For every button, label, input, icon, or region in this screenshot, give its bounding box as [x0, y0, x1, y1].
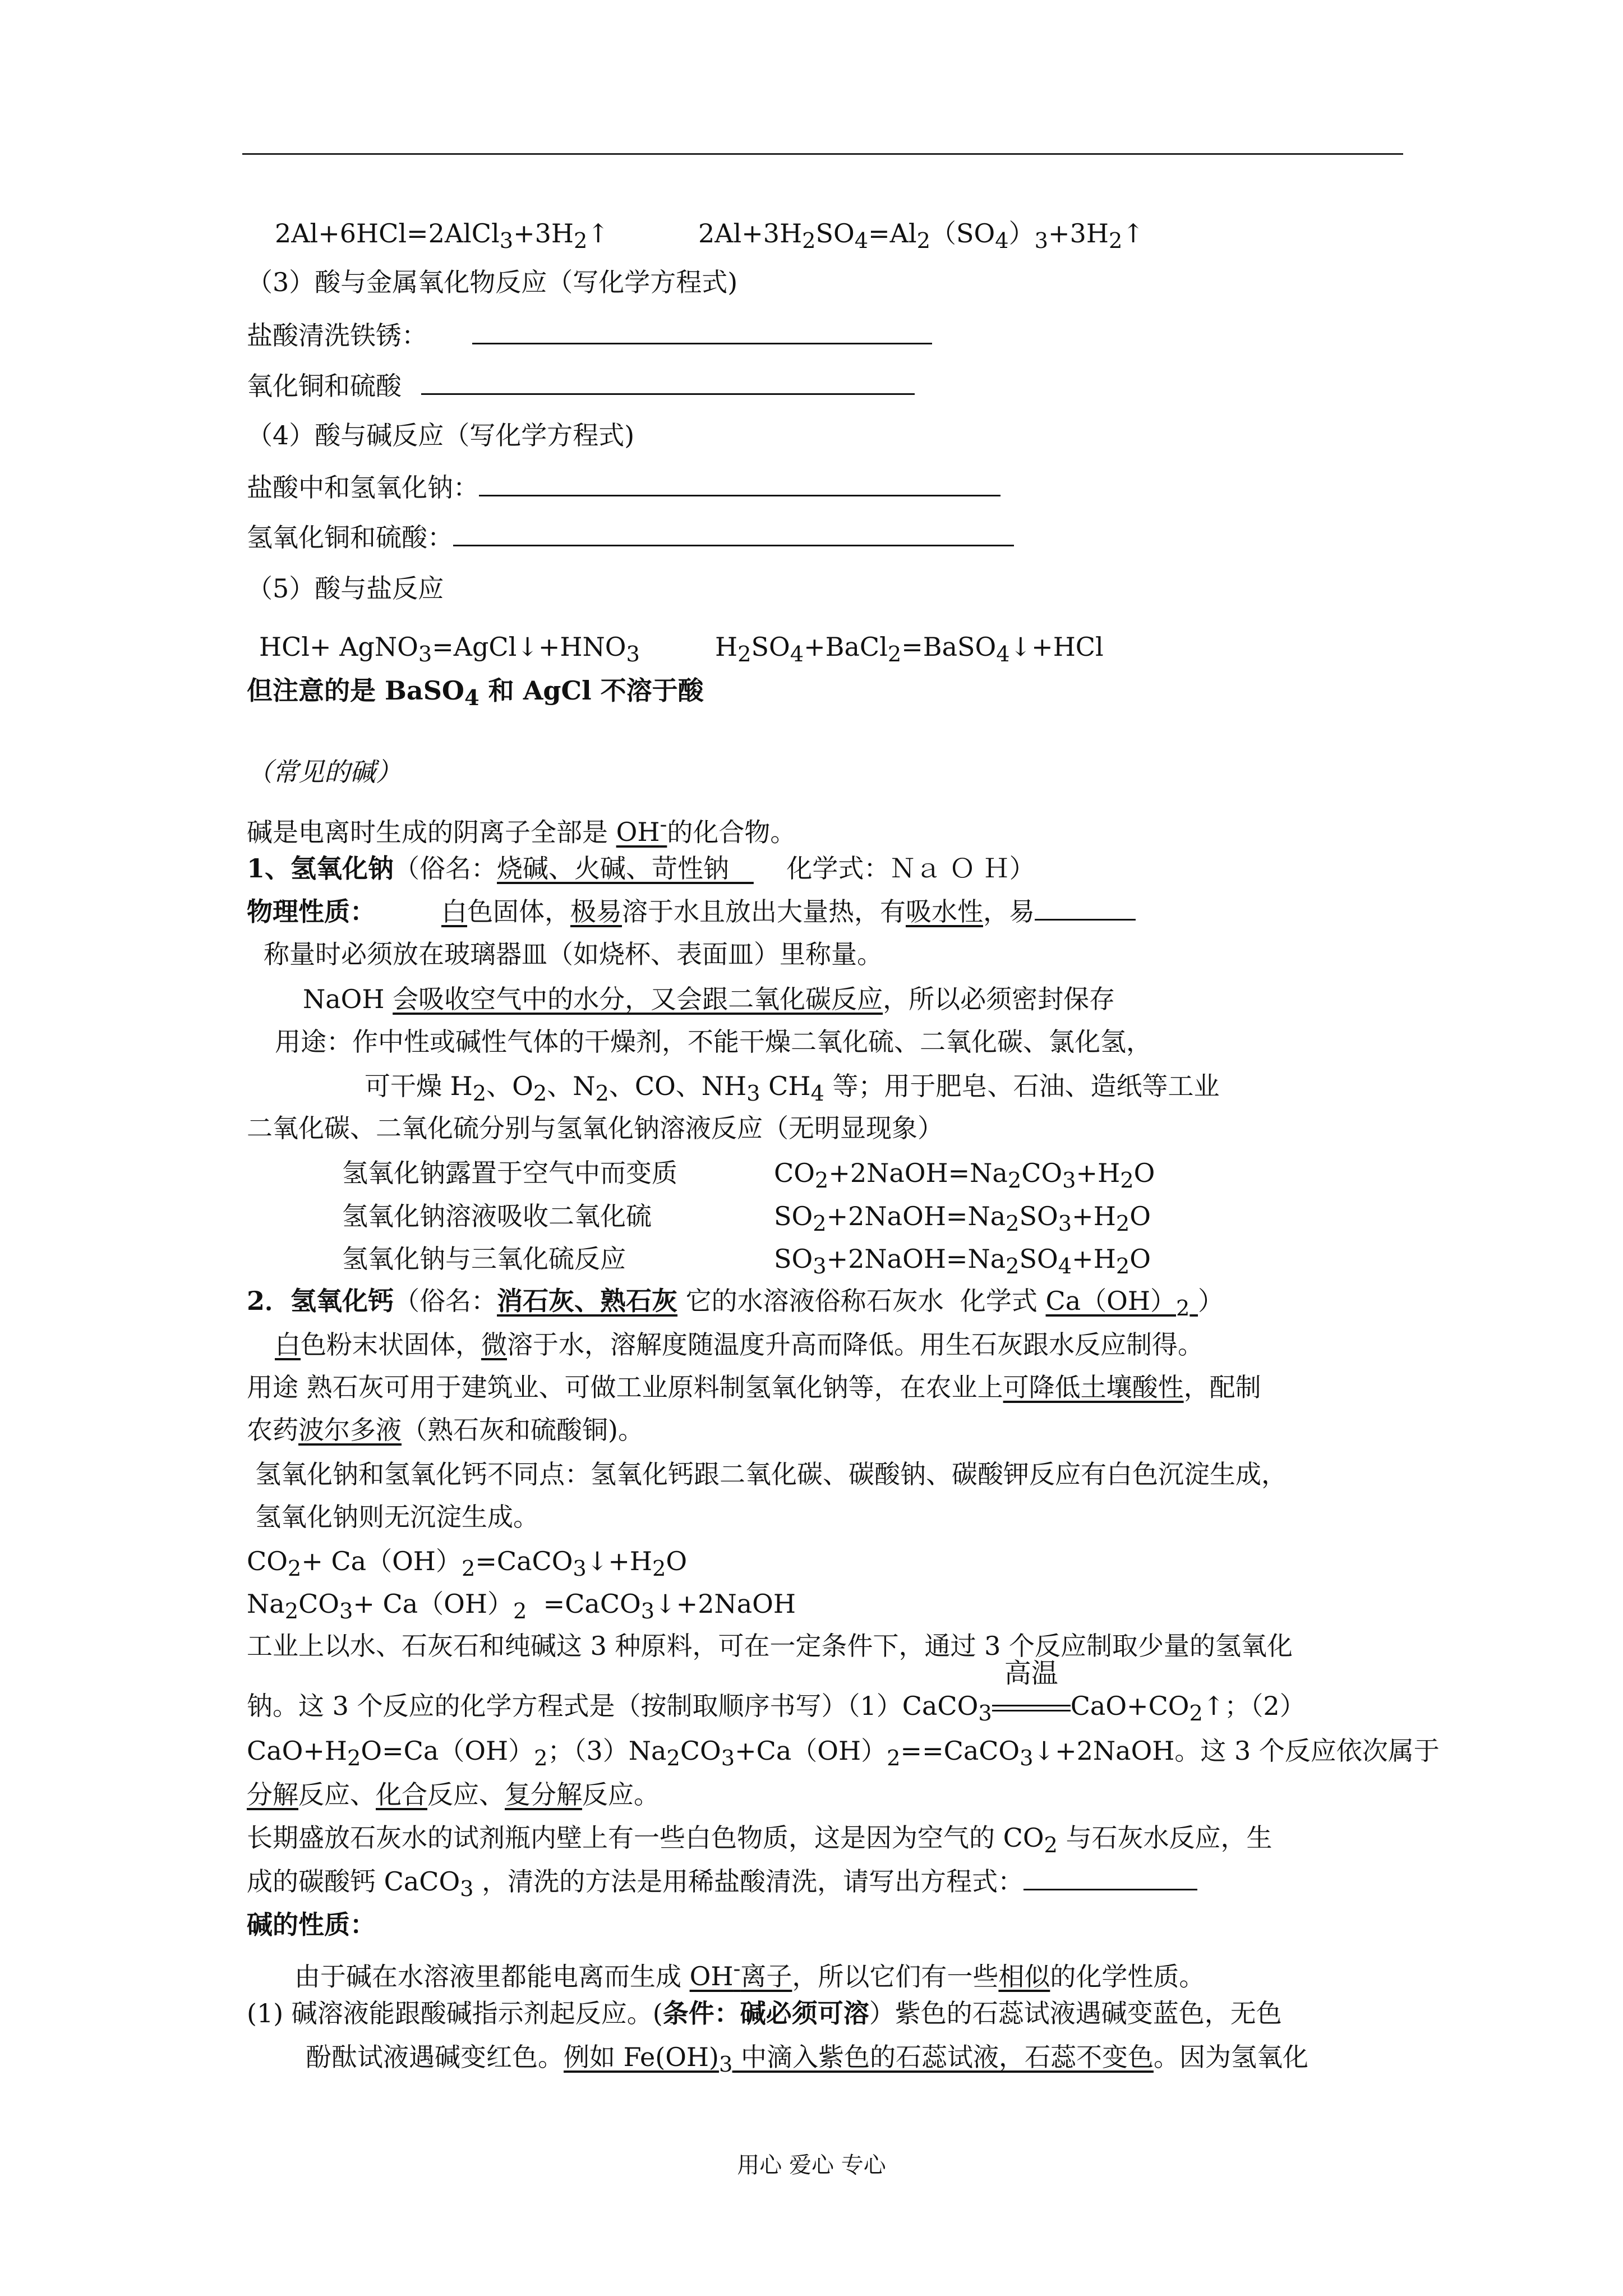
- text-line: $CO_2+$ $Ca(OH)_2=CaCO_3↓+H_2O$: [247, 1546, 688, 1582]
- text-line: （5）酸与盐反应: [247, 573, 444, 604]
- text-line: 二氧化碳、二氧化硫分别与氢氧化钠溶液反应（无明显现象）: [247, 1113, 943, 1143]
- page-footer: 用心 爱心 专心: [737, 2152, 886, 2178]
- text-line: NaOH 会吸收空气中的水分，又会跟二氧化碳反应，所以必须密封保存: [303, 984, 1115, 1014]
- text-line: 氢氧化铜和硫酸：: [247, 520, 1014, 555]
- text-line: 氧化铜和硫酸: [247, 369, 915, 403]
- text-line: $CO_2+2NaOH=Na_2CO_3+H_2O$: [774, 1158, 1155, 1194]
- text-line: 氢氧化钠与三氧化硫反应: [342, 1244, 626, 1274]
- text-line: 酚酞试液遇碱变红色。例如 $Fe(OH)_3$ 中滴入紫色的石蕊试液，石蕊不变色。因为氢氧化: [306, 2042, 1308, 2078]
- text-line: 1、氢氧化钠（俗名：烧碱、火碱、苛性钠 化学式：Ｎａ Ｏ Ｈ）: [247, 853, 1035, 884]
- text-line: 白色粉末状固体，微溶于水，溶解度随温度升高而降低。用生石灰跟水反应制得。: [275, 1329, 1204, 1360]
- text-line: 用途：作中性或碱性气体的干燥剂，不能干燥二氧化硫、二氧化碳、氯化氢，: [275, 1027, 1152, 1057]
- text-line: 物理性质： 白色固体，极易溶于水且放出大量热，有吸水性，易: [247, 894, 1136, 929]
- text-line: $2Al+3H_2SO_4=Al_2(SO_4)_3+3H_2↑$: [698, 218, 1144, 254]
- text-line: 氢氧化钠露置于空气中而变质: [342, 1158, 677, 1188]
- text-line: 氢氧化钠和氢氧化钙不同点：氢氧化钙跟二氧化碳、碳酸钠、碳酸钾反应有白色沉淀生成，: [255, 1459, 1287, 1489]
- text-line: 分解反应、化合反应、复分解反应。: [247, 1779, 660, 1810]
- text-line: （4）酸与碱反应（写化学方程式): [247, 420, 635, 450]
- text-line: 工业上以水、石灰石和纯碱这 3 种原料，可在一定条件下，通过 3 个反应制取少量的氢氧化: [247, 1631, 1293, 1661]
- text-line: （3）酸与金属氧化物反应（写化学方程式): [247, 267, 738, 297]
- text-line: 但注意的是 BaSO$_4$ 和 AgCl 不溶于酸: [247, 675, 704, 711]
- text-line: 可干燥 $H_2$、$O_2$、$N_2$、CO、$NH_3$ $CH_4$ 等；用于肥皂、石油、造纸等工业: [365, 1071, 1220, 1107]
- text-line: 碱的性质：: [247, 1910, 376, 1940]
- text-line: $SO_2+2NaOH=Na_2SO_3+H_2O$: [774, 1201, 1151, 1237]
- text-line: 氢氧化钠则无沉淀生成。: [255, 1502, 539, 1532]
- text-line: $SO_3+2NaOH=Na_2SO_4+H_2O$: [774, 1244, 1151, 1280]
- text-line: (1) 碱溶液能跟酸碱指示剂起反应。(条件：碱必须可溶）紫色的石蕊试液遇碱变蓝色，无色: [247, 1998, 1282, 2028]
- text-line: 碱是电离时生成的阴离子全部是 OH-的化合物。: [247, 812, 796, 848]
- text-line: $H_2SO_4+BaCl_2=BaSO_4↓+HCl$: [715, 632, 1104, 668]
- text-line: 盐酸中和氢氧化钠：: [247, 470, 1000, 505]
- text-line: 用途 熟石灰可用于建筑业、可做工业原料制氢氧化钠等，在农业上可降低土壤酸性，配制: [247, 1372, 1261, 1402]
- text-line: 由于碱在水溶液里都能电离而生成 OH-离子，所以它们有一些相似的化学性质。: [294, 1957, 1205, 1992]
- header-rule: [242, 153, 1403, 155]
- text-line: 长期盛放石灰水的试剂瓶内壁上有一些白色物质，这是因为空气的 $CO_2$ 与石灰水反应，生: [247, 1823, 1272, 1858]
- text-line: $CaO+H_2O=Ca(OH)_2$；$(3)Na_2CO_3+Ca(OH)_2==CaCO_3↓+2NaOH$。这 3 个反应依次属于: [247, 1736, 1440, 1772]
- text-line: （常见的碱）: [247, 757, 402, 787]
- text-line: 氢氧化钠溶液吸收二氧化硫: [342, 1201, 652, 1231]
- text-line: 称量时必须放在玻璃器皿（如烧杯、表面皿）里称量。: [264, 939, 883, 969]
- text-line: 农药波尔多液（熟石灰和硫酸铜)。: [247, 1415, 644, 1445]
- text-line: 2．氢氧化钙（俗名：消石灰、熟石灰 它的水溶液俗称石灰水 化学式 $Ca(OH)_2$ ）: [247, 1286, 1224, 1322]
- text-line: $2Al+6HCl=2AlCl_3+3H_2↑$: [275, 218, 609, 254]
- text-line: 钠。这 3 个反应的化学方程式是（按制取顺序书写）（1）CaCO$_3$ 高温 $CaO+CO_2↑$；（2）: [247, 1658, 1306, 1727]
- text-line: 成的碳酸钙 CaCO$_3$ ，清洗的方法是用稀盐酸清洗，请写出方程式：: [247, 1864, 1197, 1907]
- text-line: 盐酸清洗铁锈：: [247, 318, 932, 353]
- text-line: $HCl+ AgNO_3=AgCl↓+HNO_3$: [259, 632, 640, 668]
- text-line: $Na_2CO_3+ Ca(OH)_2$ =CaCO$_3$↓+2NaOH: [247, 1589, 796, 1625]
